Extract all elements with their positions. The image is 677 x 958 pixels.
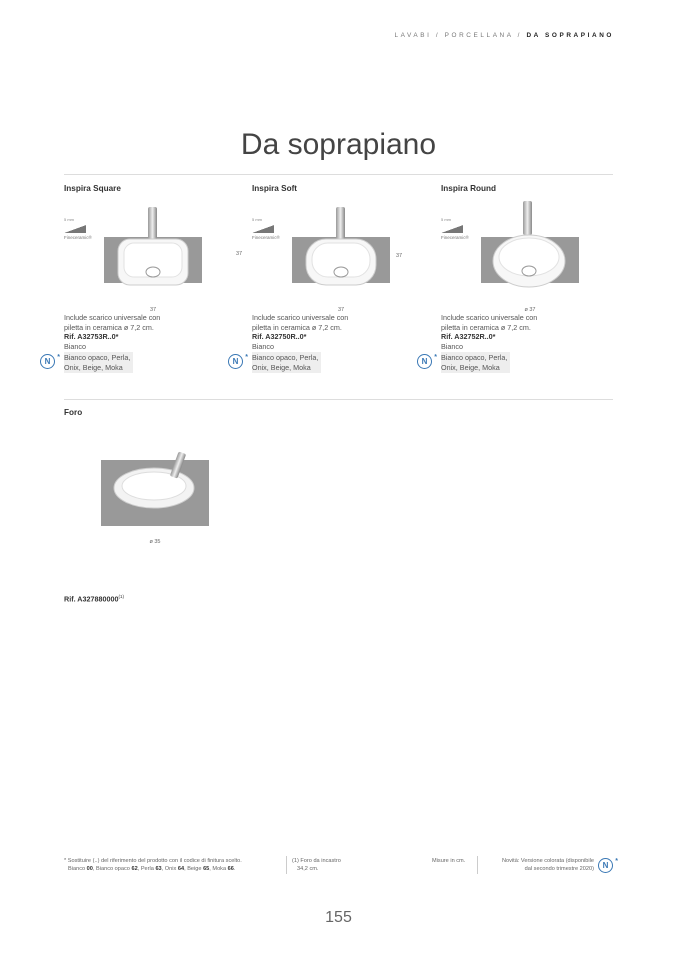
basin-round-image — [491, 233, 567, 289]
new-colors: N * Bianco opaco, Perla, Onix, Beige, Moka — [252, 352, 422, 373]
divider — [286, 856, 287, 874]
breadcrumb — [394, 32, 614, 39]
product-image — [252, 197, 422, 313]
measures-note: Misure in cm. — [432, 858, 466, 864]
fineceramic-label: Fineceramic® — [441, 235, 469, 240]
product-ref: Rif. A32753R..0* — [64, 332, 119, 341]
depth-dimension: 37 — [396, 253, 403, 259]
fineceramic-label: Fineceramic® — [252, 235, 280, 240]
ceramic-profile-icon — [441, 225, 463, 233]
basin-soft-image — [304, 237, 378, 289]
product-description: Include scarico universale con piletta in ceramica ø 7,2 cm. Rif. A32753R..0* Bianco N * Bianco opaco, Perla, Onix, Beige, Moka — [64, 313, 234, 373]
product-name: Inspira Square — [64, 184, 121, 193]
faucet-image — [336, 207, 345, 241]
product-inspira-soft — [232, 184, 422, 373]
foro-ref-line: Rif. A327880000$^{(1)}$ — [64, 594, 124, 604]
divider — [64, 399, 613, 400]
new-badge-icon: N * — [598, 858, 613, 873]
ceramic-thickness: 5 mm — [441, 217, 451, 222]
color-white: Bianco — [441, 341, 463, 351]
ceramic-profile-icon — [252, 225, 274, 233]
divider — [64, 174, 613, 175]
product-ref: Rif. A32752R..0* — [441, 332, 496, 341]
divider — [477, 856, 478, 874]
product-inspira-square — [44, 184, 243, 373]
new-badge-icon: N * — [40, 354, 55, 369]
width-dimension: 37 — [149, 307, 157, 313]
color-white: Bianco — [64, 341, 86, 351]
page-title: Da soprapiano — [240, 128, 437, 161]
product-ref: Rif. A32750R..0* — [252, 332, 307, 341]
basin-foro-image — [112, 462, 196, 510]
new-badge-icon: N * — [417, 354, 432, 369]
ceramic-thickness: 5 mm — [64, 217, 74, 222]
page-number: 155 — [325, 909, 352, 926]
fineceramic-diagram — [64, 217, 94, 240]
fineceramic-label: Fineceramic® — [64, 235, 92, 240]
product-description: Include scarico universale con piletta in ceramica ø 7,2 cm. Rif. A32752R..0* Bianco N * Bianco opaco, Perla, Onix, Beige, Moka — [441, 313, 611, 373]
footnote-finish-codes: * Sostituire (..) del riferimento del prodotto con il codice di finitura scelto. Bianco 00, Bianco opaco 62, Perla 63, Onix 64, Beige 65, Moka 66. — [64, 858, 242, 872]
novita-note: Novità: Versione colorata (disponibile dal secondo trimestre 2020) — [501, 858, 594, 872]
fineceramic-diagram — [441, 217, 471, 240]
breadcrumb-current: DA SOPRAPIANO — [526, 32, 614, 39]
product-image — [64, 197, 243, 313]
product-name: Inspira Round — [441, 184, 497, 193]
product-name: Foro — [64, 408, 83, 417]
depth-dimension: 37 — [236, 251, 243, 257]
product-ref: Rif. A327880000 — [64, 594, 119, 604]
width-dimension: 37 — [337, 307, 345, 313]
product-foro — [64, 408, 161, 604]
breadcrumb-separator: / — [517, 32, 523, 39]
breadcrumb-porcellana[interactable]: PORCELLANA — [444, 32, 514, 39]
color-white: Bianco — [252, 341, 274, 351]
width-dimension: ø 37 — [524, 307, 536, 313]
diameter-dimension: ø 35 — [149, 539, 161, 545]
faucet-image — [148, 207, 157, 241]
product-name: Inspira Soft — [252, 184, 298, 193]
product-image — [441, 197, 611, 313]
faucet-image — [523, 201, 532, 235]
ceramic-profile-icon — [64, 225, 86, 233]
new-colors: N * Bianco opaco, Perla, Onix, Beige, Moka — [64, 352, 234, 373]
finish-codes-line: Bianco 00, Bianco opaco 62, Perla 63, Onix 64, Beige 65, Moka 66. — [68, 866, 236, 872]
product-description: Include scarico universale con piletta in ceramica ø 7,2 cm. Rif. A32750R..0* Bianco N * Bianco opaco, Perla, Onix, Beige, Moka — [252, 313, 422, 373]
ceramic-thickness: 5 mm — [252, 217, 262, 222]
breadcrumb-lavabi[interactable]: LAVABI — [394, 32, 432, 39]
fineceramic-diagram — [252, 217, 282, 240]
new-badge-icon: N * — [228, 354, 243, 369]
footnote-foro: (1) Foro da incastro 34,2 cm. — [292, 858, 341, 872]
new-colors: N * Bianco opaco, Perla, Onix, Beige, Moka — [441, 352, 611, 373]
breadcrumb-separator: / — [435, 32, 441, 39]
product-inspira-round — [421, 184, 611, 373]
basin-square-image — [116, 237, 190, 289]
